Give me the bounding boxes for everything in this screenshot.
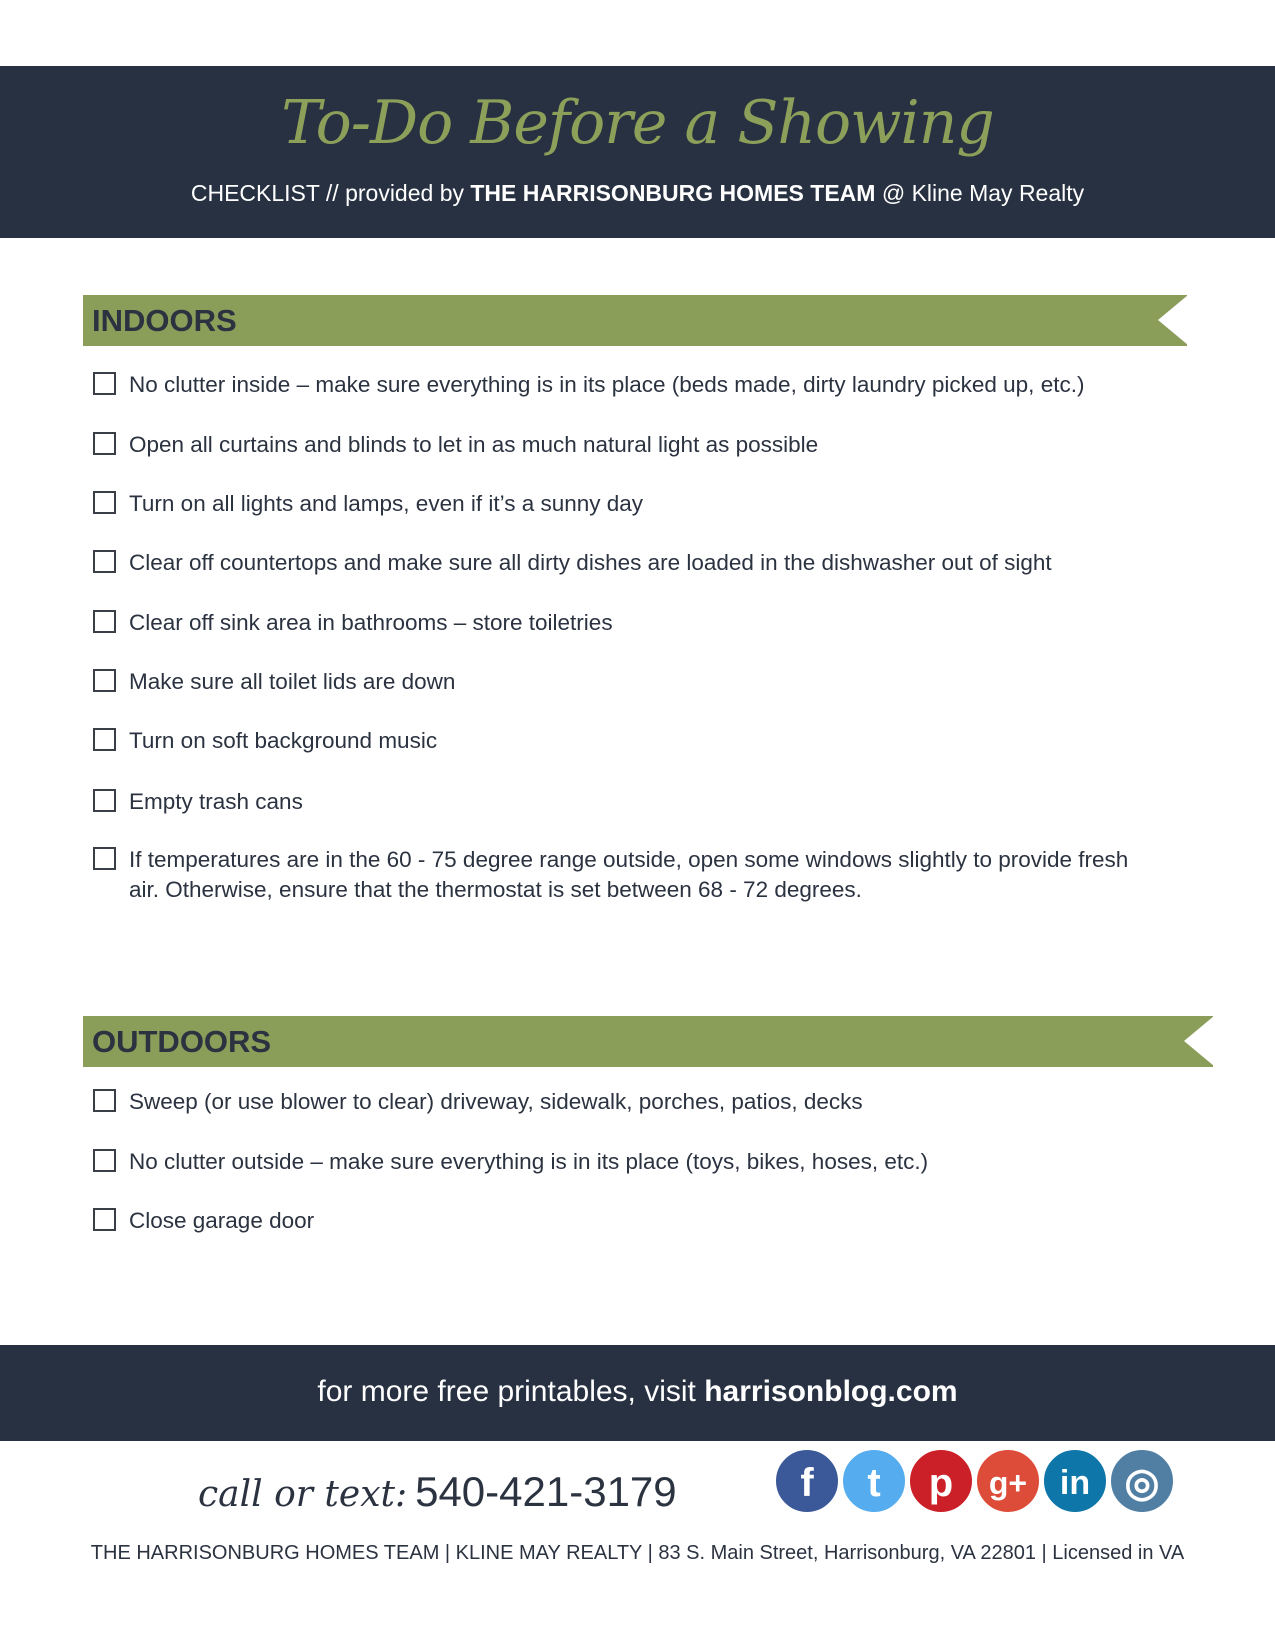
- item-text: Sweep (or use blower to clear) driveway, sidewalk, porches, patios, decks: [129, 1089, 863, 1114]
- checkbox[interactable]: [93, 550, 116, 573]
- subtitle-suffix: @ Kline May Realty: [875, 180, 1085, 206]
- checkbox[interactable]: [93, 432, 116, 455]
- indoors-banner: [83, 295, 1187, 346]
- item-text: Open all curtains and blinds to let in as much natural light as possible: [129, 432, 819, 457]
- call-line: [198, 1468, 677, 1516]
- checkbox[interactable]: [93, 372, 116, 395]
- twitter-icon[interactable]: t: [841, 1448, 907, 1514]
- promo-text: [0, 1375, 1275, 1409]
- item-text: No clutter inside – make sure everything is in its place (beds made, dirty laundry picked up, etc.): [129, 372, 1085, 397]
- footer-bar: [0, 1345, 1275, 1441]
- item-text: Empty trash cans: [129, 789, 303, 814]
- item-text: Turn on all lights and lamps, even if it’s a sunny day: [129, 491, 644, 516]
- linkedin-icon[interactable]: in: [1042, 1448, 1108, 1514]
- subtitle-team: THE HARRISONBURG HOMES TEAM: [470, 180, 876, 206]
- address-line: THE HARRISONBURG HOMES TEAM | KLINE MAY REALTY | 83 S. Main Street, Harrisonburg, VA 22801 | Licensed in VA: [90, 1542, 1185, 1564]
- call-label: call or text:: [198, 1474, 408, 1515]
- item-text: Clear off countertops and make sure all dirty dishes are loaded in the dishwasher out of sight: [129, 550, 1052, 575]
- checkbox[interactable]: [93, 728, 116, 751]
- promo-link[interactable]: harrisonblog.com: [704, 1375, 958, 1408]
- page-title: To-Do Before a Showing: [281, 88, 994, 158]
- checkbox[interactable]: [93, 789, 116, 812]
- item-text: Make sure all toilet lids are down: [129, 669, 456, 694]
- page-subtitle: [0, 180, 1275, 207]
- item-text: No clutter outside – make sure everything is in its place (toys, bikes, hoses, etc.): [129, 1149, 929, 1174]
- checkbox[interactable]: [93, 1208, 116, 1231]
- subtitle-prefix: CHECKLIST // provided by: [190, 180, 471, 206]
- checkbox[interactable]: [93, 1149, 116, 1172]
- checkbox[interactable]: [93, 1089, 116, 1112]
- banner-notch: [1158, 295, 1188, 345]
- banner-notch: [1184, 1016, 1214, 1066]
- outdoors-banner: [83, 1016, 1213, 1067]
- item-text: Clear off sink area in bathrooms – store toiletries: [129, 610, 613, 635]
- phone-number[interactable]: 540-421-3179: [415, 1468, 677, 1515]
- outdoors-heading: OUTDOORS: [92, 1024, 272, 1059]
- pinterest-icon[interactable]: p: [908, 1448, 974, 1514]
- item-text: If temperatures are in the 60 - 75 degree range outside, open some windows slightly to provide fresh air. Otherwise, ensure that the thermostat is set between 68 - 72 degrees.: [129, 847, 1129, 902]
- item-text: Turn on soft background music: [129, 728, 438, 753]
- checkbox[interactable]: [93, 669, 116, 692]
- indoors-heading: INDOORS: [92, 303, 237, 338]
- social-icons: [774, 1448, 1180, 1518]
- promo-prefix: for more free printables, visit: [317, 1375, 705, 1408]
- header: [0, 66, 1275, 238]
- facebook-icon[interactable]: f: [774, 1448, 840, 1514]
- checkbox[interactable]: [93, 847, 116, 870]
- google-plus-icon[interactable]: g+: [975, 1448, 1041, 1514]
- checkbox[interactable]: [93, 491, 116, 514]
- checkbox[interactable]: [93, 610, 116, 633]
- instagram-icon[interactable]: ◎: [1109, 1448, 1175, 1514]
- item-text: Close garage door: [129, 1208, 315, 1233]
